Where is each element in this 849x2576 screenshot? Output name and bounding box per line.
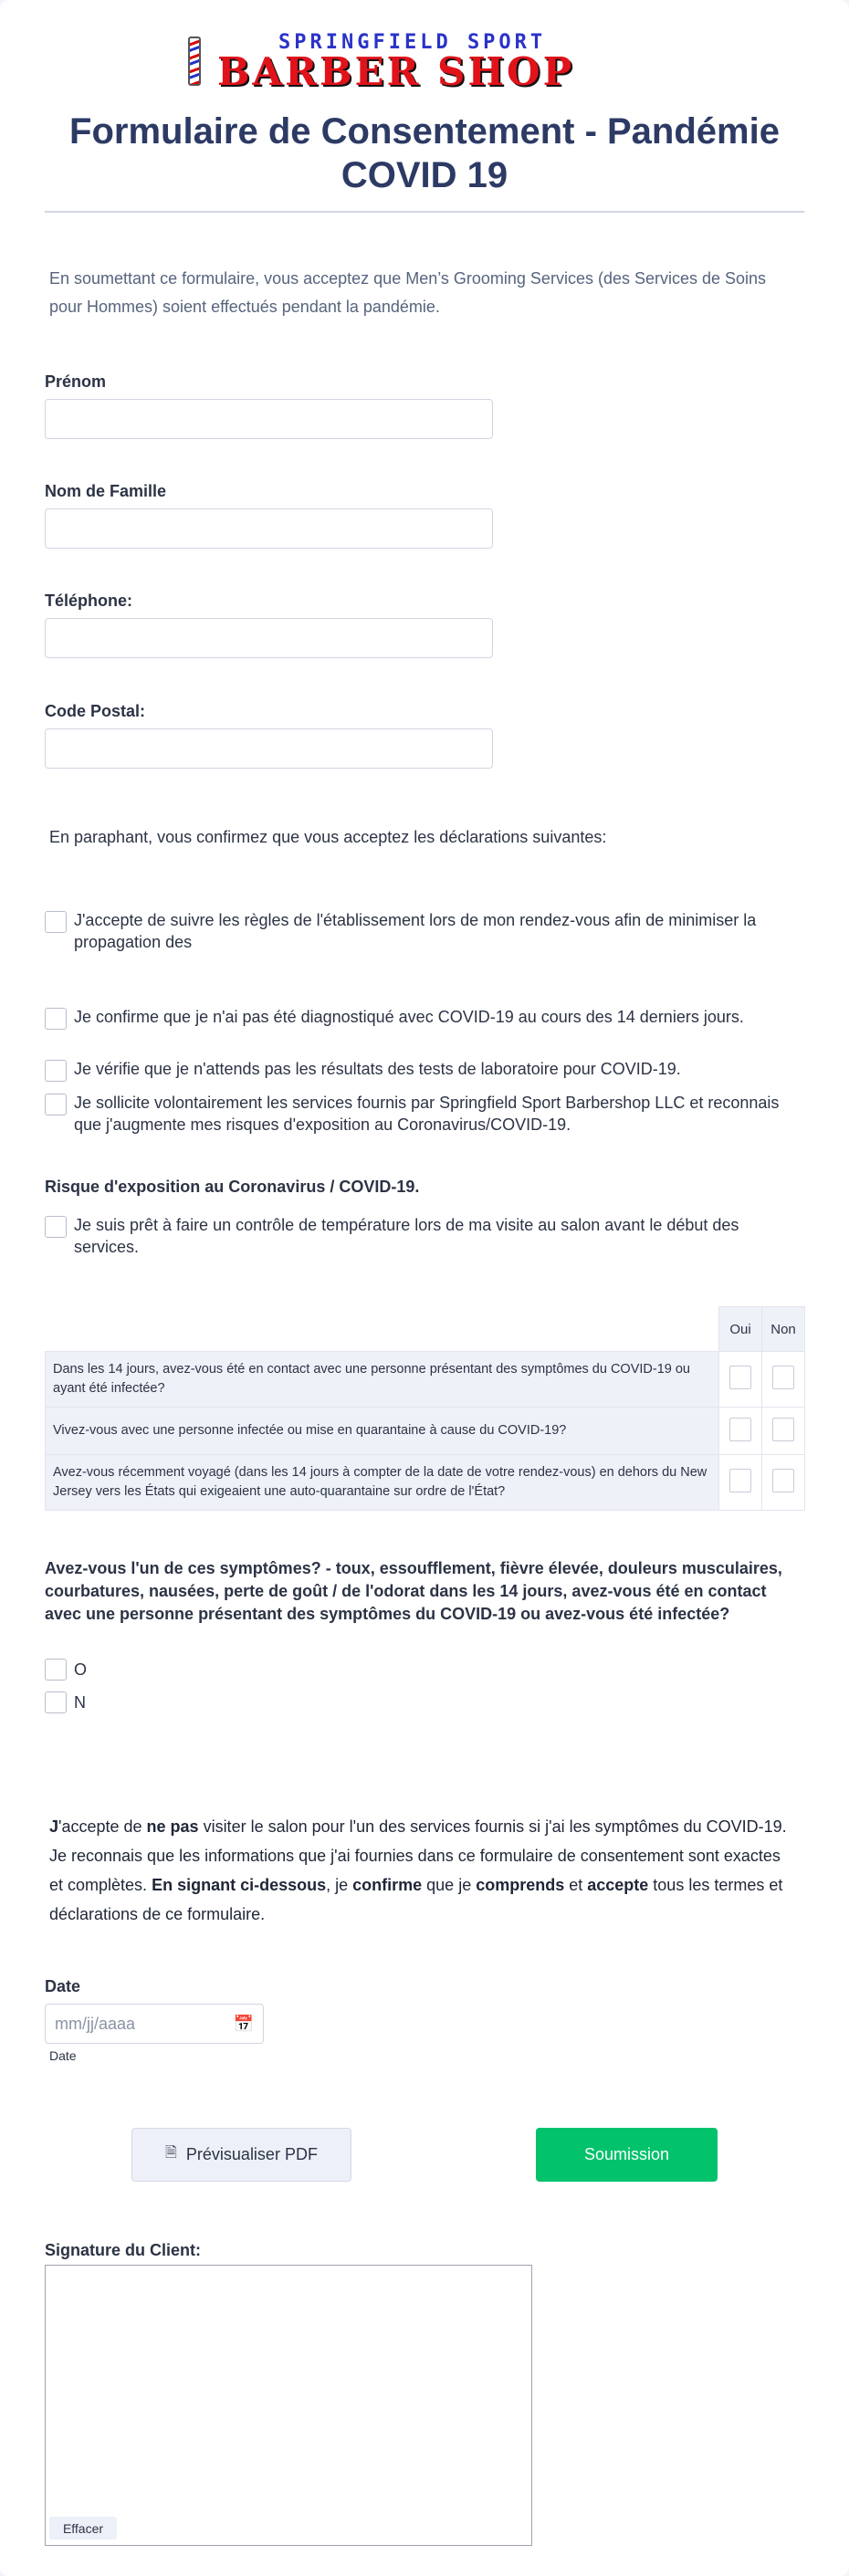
barber-shop-logo xyxy=(183,31,666,95)
column-non: Non xyxy=(762,1307,805,1352)
q1-oui-checkbox[interactable] xyxy=(729,1366,751,1389)
exposure-matrix xyxy=(45,1306,805,1511)
phone-label: Téléphone: xyxy=(45,592,133,610)
statement-checkbox-2[interactable] xyxy=(45,1008,67,1030)
last-name-label: Nom de Famille xyxy=(45,482,167,500)
symptoms-option-n-label: N xyxy=(74,1693,86,1712)
first-name-label: Prénom xyxy=(45,372,107,391)
page-title: Formulaire de Consentement - Pandémie COVID 19 xyxy=(69,111,780,195)
first-name-input[interactable] xyxy=(45,399,493,439)
column-oui: Oui xyxy=(719,1307,762,1352)
statement-label-4: Je sollicite volontairement les services fournis par Springfield Sport Barbershop LLC et reconnais que j'augmente mes risques d'exposition au Coronavirus/COVID-19. xyxy=(74,1094,780,1134)
risk-label: Risque d'exposition au Coronavirus / COVID-19. xyxy=(45,1178,420,1196)
divider xyxy=(45,211,804,213)
symptoms-option-o-label: O xyxy=(74,1660,88,1679)
submit-button[interactable]: Soumission xyxy=(536,2128,718,2182)
intro-text: En soumettant ce formulaire, vous acceptez que Men’s Grooming Services (des Services de Soins pour Hommes) soient effectués pendant la pandémie. xyxy=(49,269,767,316)
signature-pad[interactable] xyxy=(45,2265,532,2546)
statement-label-1: J'accepte de suivre les règles de l'établissement lors de mon rendez-vous afin de minimiser la propagation des xyxy=(74,911,757,951)
statement-checkbox-3[interactable] xyxy=(45,1060,67,1082)
postal-code-label: Code Postal: xyxy=(45,702,146,720)
matrix-question-2: Vivez-vous avec une personne infectée ou mise en quarantaine à cause du COVID-19? xyxy=(46,1408,719,1455)
initial-intro: En paraphant, vous confirmez que vous acceptez les déclarations suivantes: xyxy=(49,828,607,846)
temperature-label: Je suis prêt à faire un contrôle de température lors de ma visite au salon avant le début des services. xyxy=(74,1216,739,1256)
postal-code-input[interactable] xyxy=(45,728,493,769)
q2-oui-checkbox[interactable] xyxy=(729,1418,751,1441)
clear-signature-button[interactable]: Effacer xyxy=(49,2517,117,2539)
phone-input[interactable] xyxy=(45,618,493,658)
matrix-question-1: Dans les 14 jours, avez-vous été en contact avec une personne présentant des symptômes du COVID-19 ou ayant été infectée? xyxy=(46,1352,719,1408)
temperature-checkbox[interactable] xyxy=(45,1216,67,1238)
matrix-question-3: Avez-vous récemment voyagé (dans les 14 jours à compter de la date de votre rendez-vous) en dehors du New Jersey vers les États qui exigeaient une auto-quarantaine sur ordre de l'État? xyxy=(46,1455,719,1511)
date-placeholder: mm/jj/aaaa xyxy=(55,2014,136,2033)
q2-non-checkbox[interactable] xyxy=(772,1418,794,1441)
symptoms-option-o-checkbox[interactable] xyxy=(45,1659,67,1681)
logo-line-1: SPRINGFIELD SPORT xyxy=(278,31,547,54)
signature-label: Signature du Client: xyxy=(45,2241,201,2259)
statement-checkbox-1[interactable] xyxy=(45,911,67,933)
last-name-input[interactable] xyxy=(45,508,493,549)
q3-oui-checkbox[interactable] xyxy=(729,1469,751,1492)
logo-line-2: BARBER SHOP xyxy=(217,49,575,94)
statement-label-2: Je confirme que je n'ai pas été diagnostiqué avec COVID-19 au cours des 14 derniers jours. xyxy=(74,1008,744,1026)
preview-pdf-button[interactable]: 🗎 Prévisualiser PDF xyxy=(131,2128,351,2182)
date-sublabel: Date xyxy=(49,2048,77,2063)
symptoms-question: Avez-vous l'un de ces symptômes? - toux, essoufflement, fièvre élevée, douleurs musculaires, courbatures, nausées, perte de goût / de l'odorat dans les 14 jours, avez-vous été en contact avec une personne présentant des symptômes du COVID-19 ou avez-vous été infectée? xyxy=(45,1559,782,1623)
date-label: Date xyxy=(45,1977,81,1995)
barber-pole-icon xyxy=(188,37,201,86)
calendar-icon[interactable]: 📅 xyxy=(233,2014,254,2033)
statement-checkbox-4[interactable] xyxy=(45,1094,67,1115)
pdf-icon: 🗎 xyxy=(165,2145,177,2161)
statement-label-3: Je vérifie que je n'attends pas les résultats des tests de laboratoire pour COVID-19. xyxy=(74,1060,681,1078)
symptoms-option-n-checkbox[interactable] xyxy=(45,1691,67,1713)
date-input[interactable] xyxy=(45,2004,264,2044)
q3-non-checkbox[interactable] xyxy=(772,1469,794,1492)
agreement-paragraph: J'accepte de ne pas visiter le salon pour l'un des services fournis si j'ai les symptômes du COVID-19. Je reconnais que les informations que j'ai fournies dans ce formulaire de consentement sont exactes et complètes. En signant ci-dessous, je confirme que je comprends et accepte tous les termes et déclarations de ce formulaire. xyxy=(49,1817,787,1923)
q1-non-checkbox[interactable] xyxy=(772,1366,794,1389)
